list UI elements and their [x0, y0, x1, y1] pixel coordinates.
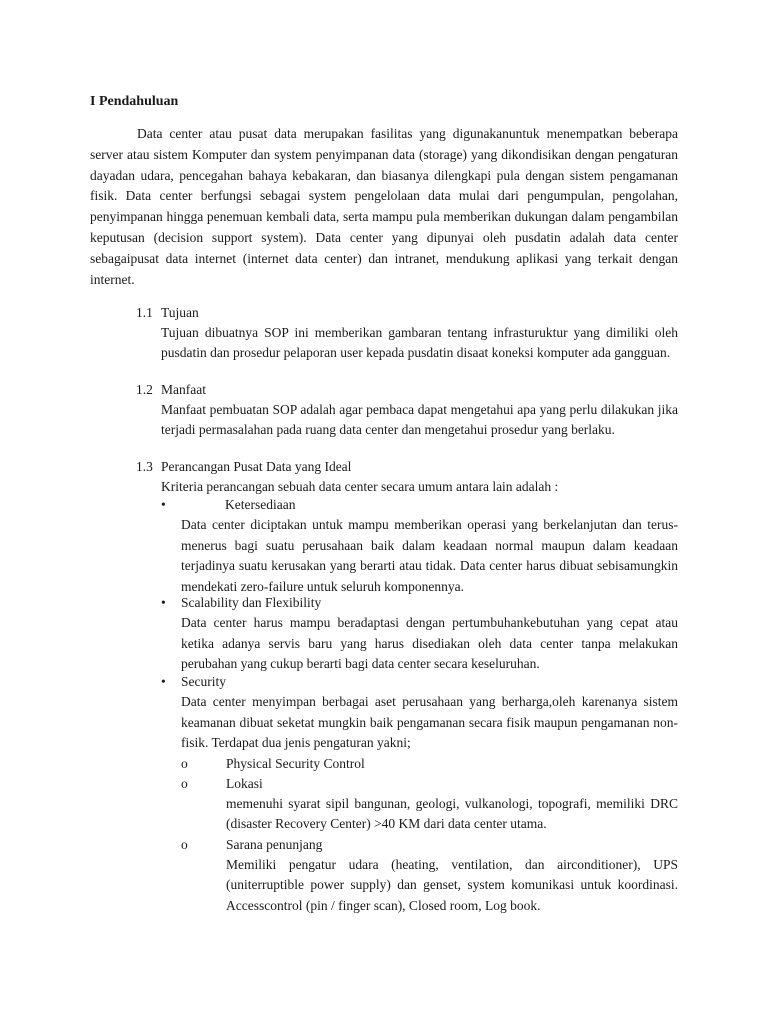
- subsection-tujuan-body: Tujuan dibuatnya SOP ini memberikan gambaran tentang infrasturuktur yang dimiliki oleh pusdatin dan prosedur pelaporan user kepada pusdatin disaat koneksi komputer ada gangguan.: [161, 325, 678, 360]
- bullet-ketersediaan: [136, 495, 678, 597]
- sub-bullet-label: Lokasi: [226, 775, 263, 791]
- subsection-perancangan-header: [136, 457, 678, 477]
- bullet-scalability: [136, 593, 678, 675]
- bullet-dot-icon: •: [161, 674, 166, 689]
- bullet-dot-icon: •: [161, 595, 166, 610]
- subsection-title: Tujuan: [161, 305, 199, 320]
- section-heading: I Pendahuluan: [90, 94, 179, 109]
- subsection-number: 1.1: [136, 305, 153, 320]
- bullet-row: [136, 672, 678, 692]
- sub-bullet-lokasi: [136, 774, 678, 794]
- circle-bullet-icon: o: [181, 755, 188, 771]
- bullet-label: Scalability dan Flexibility: [181, 595, 322, 610]
- intro-paragraph: [90, 124, 678, 290]
- bullet-security: [136, 672, 678, 916]
- subsection-perancangan-intro: Kriteria perancangan sebuah data center secara umum antara lain adalah :: [161, 479, 559, 494]
- sub-bullet-label: Physical Security Control: [226, 755, 365, 771]
- bullet-label: Security: [181, 674, 226, 689]
- bullet-label: Ketersediaan: [225, 497, 296, 512]
- subsection-title: Perancangan Pusat Data yang Ideal: [161, 459, 352, 474]
- subsection-number: 1.3: [136, 459, 153, 474]
- subsection-number: 1.2: [136, 382, 153, 397]
- sub-bullet-label: Sarana penunjang: [226, 836, 323, 852]
- subsection-tujuan-header: [136, 303, 678, 323]
- bullet-body: Data center menyimpan berbagai aset perusahaan yang berharga,oleh karenanya sistem keamanan dibuat seketat mungkin baik pengamanan secara fisik maupun pengamanan non-fisik. Terdapat dua jenis pengaturan yakni;: [181, 694, 678, 750]
- bullet-row: [136, 495, 678, 515]
- bullet-dot-icon: •: [161, 497, 166, 512]
- bullet-body: Data center diciptakan untuk mampu memberikan operasi yang berkelanjutan dan terus-menerus bagi suatu perusahaan baik dalam keadaan normal maupun dalam keadaan terjadinya suatu kerusakan yang berarti atau tidak. Data center harus dibuat sebisamungkin mendekati zero-failure untuk seluruh komponennya.: [181, 517, 678, 594]
- sub-bullet-body: memenuhi syarat sipil bangunan, geologi, vulkanologi, topografi, memiliki DRC (disaster Recovery Center) >40 KM dari data center utama.: [226, 795, 678, 831]
- subsection-tujuan: [136, 303, 678, 363]
- bullet-body: Data center harus mampu beradaptasi dengan pertumbuhankebutuhan yang cepat atau ketika adanya servis baru yang harus disediakan oleh data center tanpa melakukan perubahan yang cukup berarti bagi data center secara keseluruhan.: [181, 615, 678, 671]
- sub-bullet-physical-security: [136, 754, 678, 774]
- sub-bullet-body: Memiliki pengatur udara (heating, ventilation, dan airconditioner), UPS (uniterruptible power supply) dan genset, system komunikasi untuk koordinasi. Accesscontrol (pin / finger scan), Closed room, Log book.: [226, 856, 678, 913]
- subsection-perancangan: [136, 457, 678, 497]
- circle-bullet-icon: o: [181, 836, 188, 852]
- circle-bullet-icon: o: [181, 775, 188, 791]
- intro-text: Data center atau pusat data merupakan fasilitas yang digunakanuntuk menempatkan beberapa server atau sistem Komputer dan system penyimpanan data (storage) yang dikondisikan dengan pengaturan dayadan udara, pencegahan bahaya kebakaran, dan biasanya dilengkapi pula dengan sistem pengamanan fisik. Data center berfungsi sebagai system pengelolaan data mulai dari pengumpulan, pengolahan, penyimpanan hingga penemuan kembali data, serta mampu pula memberikan dukungan dalam pengambilan keputusan (decision support system). Data center yang dipunyai oleh pusdatin adalah data center sebagaipusat data internet (internet data center) dan intranet, mendukung aplikasi yang terkait dengan internet.: [90, 126, 678, 287]
- subsection-manfaat-header: [136, 380, 678, 400]
- subsection-manfaat-body: Manfaat pembuatan SOP adalah agar pembaca dapat mengetahui apa yang perlu dilakukan jika terjadi permasalahan pada ruang data center dan mengetahui prosedur yang berlaku.: [161, 402, 678, 437]
- subsection-title: Manfaat: [161, 382, 206, 397]
- subsection-manfaat: [136, 380, 678, 440]
- sub-bullet-sarana: [136, 835, 678, 855]
- bullet-row: [136, 593, 678, 613]
